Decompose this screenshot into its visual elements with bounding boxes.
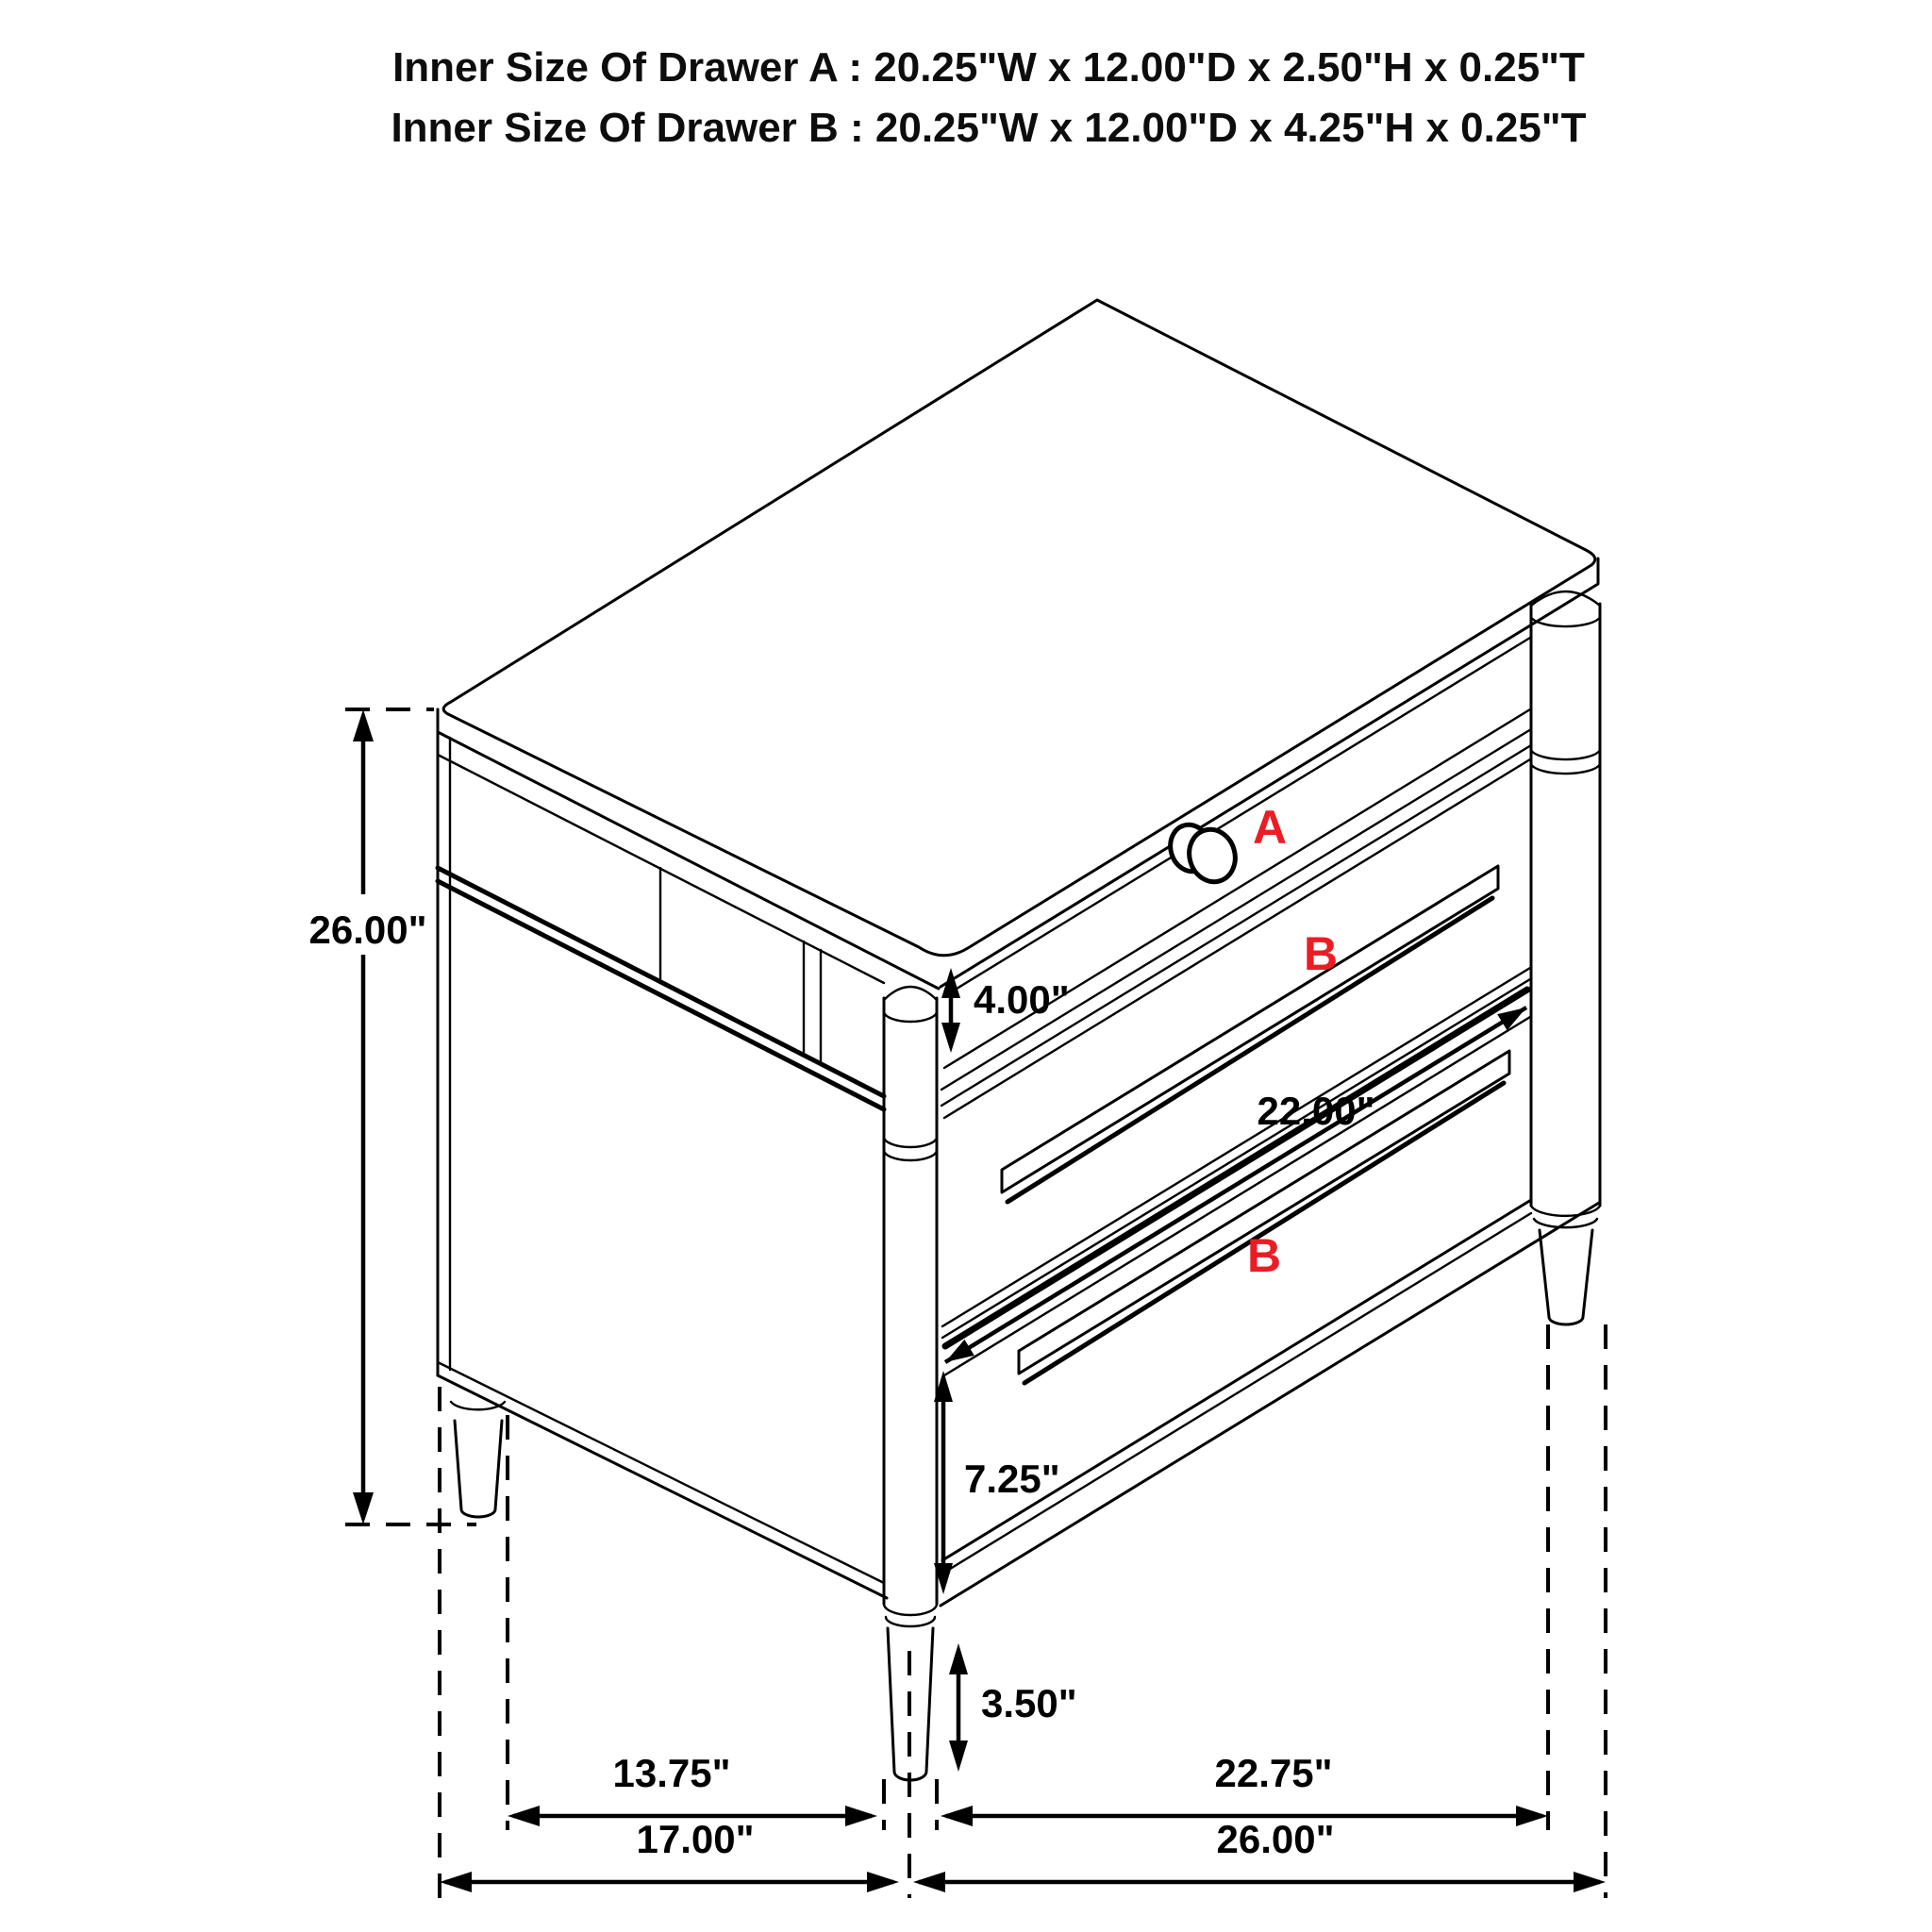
width-inner-label: 22.75" [1214,1751,1333,1795]
top-face [443,300,1595,956]
dim-bottom-drawer-height [934,1371,1060,1594]
top-drawer-height-label: 4.00" [974,977,1070,1022]
width-overall-label: 26.00" [1216,1817,1335,1861]
depth-overall-label: 17.00" [636,1817,755,1861]
depth-inner-label: 13.75" [612,1751,731,1795]
overall-height-label: 26.00" [308,908,427,952]
drawer-b-bottom-label: B [1246,1229,1282,1282]
right-corner-post [1531,591,1600,1324]
handle-length-label: 22.00" [1257,1089,1375,1133]
drawer-b-middle-label: B [1303,927,1339,980]
dim-leg-height [949,1643,1077,1772]
dim-depth-inner [508,1751,877,1826]
cabinet-outline [438,300,1600,1780]
figure-title-line2: Inner Size Of Drawer B : 20.25"W x 12.00"D x 4.25"H x 0.25"T [391,105,1587,151]
left-leg [451,1402,505,1517]
leg-height-label: 3.50" [981,1681,1077,1725]
drawer-a-knob [1165,820,1241,887]
dim-width-overall [913,1817,1606,1892]
dim-width-inner [941,1751,1548,1826]
right-leg [1540,1230,1592,1324]
figure-title-line1: Inner Size Of Drawer A : 20.25"W x 12.00"D x 2.50"H x 0.25"T [392,44,1585,91]
drawer-b2-top-edge [944,1017,1530,1375]
dim-overall-height [308,709,426,1524]
drawer-a-label: A [1252,801,1288,854]
bottom-drawer-height-label: 7.25" [964,1457,1060,1501]
